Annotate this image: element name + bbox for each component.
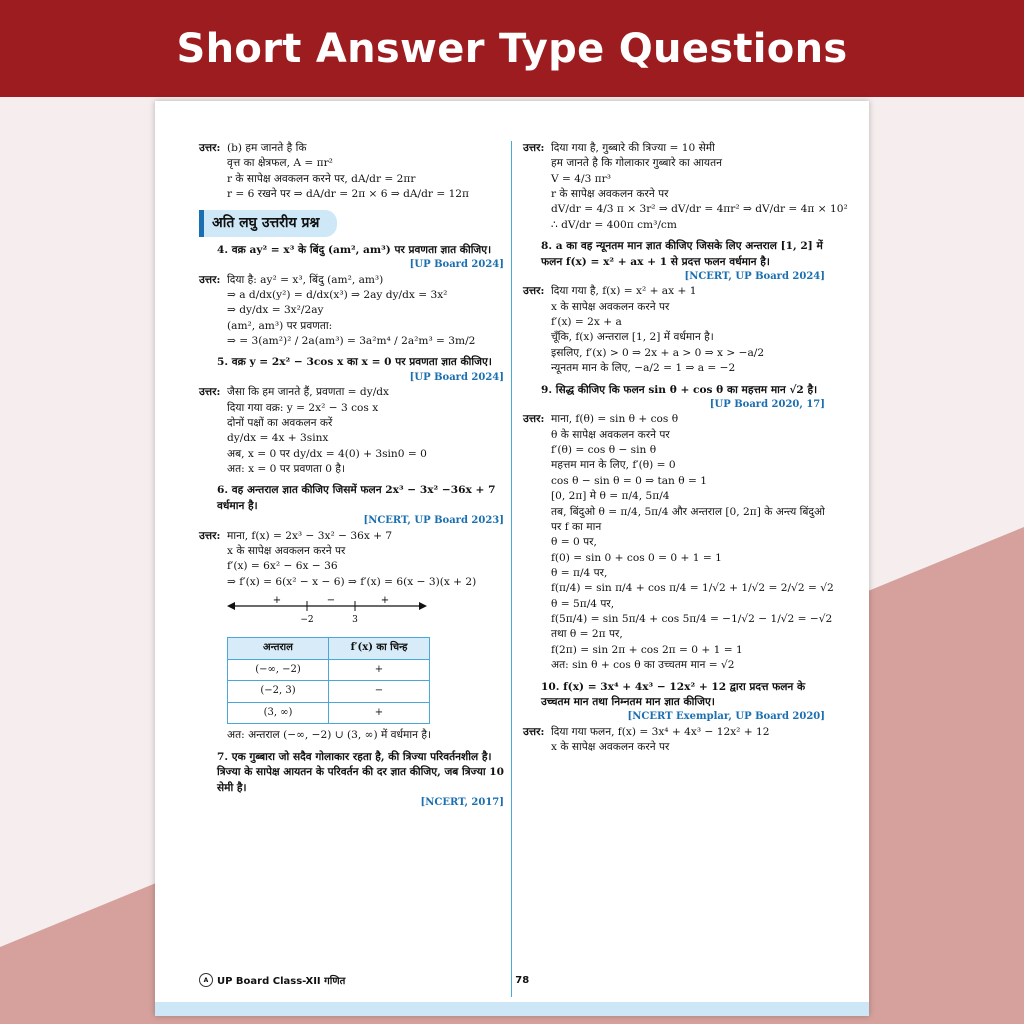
text-line: f′(θ) = cos θ − sin θ	[551, 444, 657, 457]
text-line: दिया है: ay² = x³, बिंदु (am², am³)	[227, 273, 384, 286]
column-divider	[511, 141, 512, 997]
text-line: x के सापेक्ष अवकलन करने पर	[227, 544, 346, 557]
text-line: θ के सापेक्ष अवकलन करने पर	[551, 428, 670, 441]
interval-table	[227, 637, 430, 724]
question-9: 9. सिद्ध कीजिए कि फलन sin θ + cos θ का महत्तम मान √2 है।	[541, 383, 818, 396]
text-line: (b) हम जानते है कि	[227, 142, 307, 154]
text-line: जैसा कि हम जानते हैं, प्रवणता = dy/dx	[227, 386, 390, 399]
text-line: dV/dr = 4/3 π × 3r² ⇒ dV/dr = 4πr² ⇒ dV/dr = 4π × 10²	[551, 203, 848, 216]
answer-label: उत्तर:	[523, 725, 545, 738]
text-line: ⇒ = 3(am²)² / 2a(am³) = 3a²m⁴ / 2a²m³ = 3m/2	[227, 335, 476, 348]
text-line: θ = 5π/4 पर,	[551, 597, 615, 610]
text-line: θ = 0 पर,	[551, 536, 597, 549]
text-line: दिया गया फलन, f(x) = 3x⁴ + 4x³ − 12x² + 12	[551, 725, 770, 738]
sign-minus-middle: −	[326, 595, 336, 607]
text-line: दिया गया है, f(x) = x² + ax + 1	[551, 285, 697, 298]
text-line: f′(x) = 6x² − 6x − 36	[227, 560, 338, 573]
banner-title: Short Answer Type Questions	[176, 25, 848, 72]
answer-label: उत्तर:	[199, 273, 221, 286]
text-line: r के सापेक्ष अवकलन करने पर	[551, 188, 669, 201]
section-heading: अति लघु उत्तरीय प्रश्न	[199, 210, 337, 236]
book-title: UP Board Class-XII गणित	[217, 976, 346, 987]
textbook-page	[155, 101, 869, 1016]
page-bottom-bar	[155, 1002, 869, 1016]
text-line: f(5π/4) = sin 5π/4 + cos 5π/4 = −1/√2 − 1/√2 = −√2	[551, 613, 833, 626]
question-source: [UP Board 2024]	[409, 371, 504, 383]
text-line: अत: अन्तराल (−∞, −2) ∪ (3, ∞) में वर्धमान है।	[227, 729, 432, 742]
left-column	[199, 141, 504, 810]
root-minus-2: −2	[300, 615, 314, 625]
text-line: (am², am³) पर प्रवणता:	[227, 319, 333, 332]
text-line: ⇒ dy/dx = 3x²/2ay	[227, 304, 324, 317]
text-line: इसलिए, f′(x) > 0 ⇒ 2x + a > 0 ⇒ x > −a/2	[551, 346, 765, 359]
table-row: (3, ∞) +	[228, 702, 430, 724]
page-number: 78	[515, 974, 530, 986]
question-5: 5. वक्र y = 2x² − 3cos x का x = 0 पर प्रवणता ज्ञात कीजिए।	[217, 356, 492, 369]
question-8: 8. a का वह न्यूनतम मान ज्ञात कीजिए जिसके लिए अन्तराल [1, 2] में फलन f(x) = x² + ax + 1 से प्रदत्त फलन वर्धमान है।	[541, 240, 823, 268]
text-line: अब, x = 0 पर dy/dx = 4(0) + 3sin0 = 0	[227, 447, 427, 460]
text-line: दोनों पक्षों का अवकलन करें	[227, 416, 333, 429]
text-line: तब, बिंदुओ θ = π/4, 5π/4 और अन्तराल [0, 2π] के अन्त्य बिंदुओ पर f का मान	[551, 505, 825, 533]
text-line: ⇒ f′(x) = 6(x² − x − 6) ⇒ f′(x) = 6(x − 3)(x + 2)	[227, 575, 477, 588]
text-line: θ = π/4 पर,	[551, 566, 608, 579]
title-banner	[0, 0, 1024, 97]
root-3: 3	[352, 615, 358, 625]
answer-label: उत्तर:	[199, 142, 221, 154]
sign-plus-right: +	[380, 595, 390, 607]
text-line: चूँकि, f(x) अन्तराल [1, 2] में वर्धमान है।	[551, 331, 714, 344]
answer-label: उत्तर:	[199, 386, 221, 399]
text-line: x के सापेक्ष अवकलन करने पर	[551, 300, 670, 313]
text-line: cos θ − sin θ = 0 ⇒ tan θ = 1	[551, 474, 707, 487]
answer-label: उत्तर:	[523, 285, 545, 298]
question-source: [NCERT Exemplar, UP Board 2020]	[627, 711, 825, 723]
right-column	[523, 141, 848, 755]
text-line: माना, f(θ) = sin θ + cos θ	[551, 413, 679, 426]
text-line: दिया गया वक्र: y = 2x² − 3 cos x	[227, 401, 379, 414]
text-line: हम जानते है कि गोलाकार गुब्बारे का आयतन	[551, 157, 722, 170]
text-line: r के सापेक्ष अवकलन करने पर, dA/dr = 2πr	[227, 172, 416, 185]
text-line: महत्तम मान के लिए, f′(θ) = 0	[551, 459, 676, 472]
question-source: [UP Board 2024]	[409, 259, 504, 271]
text-line: V = 4/3 πr³	[551, 172, 611, 185]
text-line: माना, f(x) = 2x³ − 3x² − 36x + 7	[227, 529, 393, 542]
question-source: [NCERT, UP Board 2023]	[363, 515, 504, 527]
text-line: f(0) = sin 0 + cos 0 = 0 + 1 = 1	[551, 551, 722, 564]
sign-plus-left: +	[272, 595, 282, 607]
table-row: (−∞, −2) +	[228, 659, 430, 681]
text-line: वृत्त का क्षेत्रफल, A = πr²	[227, 157, 333, 170]
text-line: f′(x) = 2x + a	[551, 316, 622, 329]
sign-number-line	[227, 594, 427, 624]
question-6: 6. वह अन्तराल ज्ञात कीजिए जिसमें फलन 2x³ − 3x² −36x + 7 वर्धमान है।	[217, 484, 496, 512]
question-source: [NCERT, 2017]	[420, 796, 504, 808]
text-line: ∴ dV/dr = 400π cm³/cm	[551, 218, 677, 231]
text-line: दिया गया है, गुब्बारे की त्रिज्या = 10 सेमी	[551, 142, 715, 154]
table-header: f′(x) का चिन्ह	[329, 638, 430, 660]
table-header: अन्तराल	[228, 638, 329, 660]
text-line: ⇒ a d/dx(y²) = d/dx(x³) ⇒ 2ay dy/dx = 3x²	[227, 288, 448, 301]
table-row: (−2, 3) −	[228, 681, 430, 703]
page-footer	[199, 973, 825, 987]
text-line: न्यूनतम मान के लिए, −a/2 = 1 ⇒ a = −2	[551, 362, 736, 375]
text-line: dy/dx = 4x + 3sinx	[227, 432, 329, 445]
question-7: 7. एक गुब्बारा जो सदैव गोलाकार रहता है, की त्रिज्या परिवर्तनशील है। त्रिज्या के सापेक्ष आयतन के परिवर्तन की दर ज्ञात कीजिए, जब त्रिज्या 10 सेमी है।	[217, 750, 505, 794]
publisher-logo-icon: A	[199, 973, 213, 987]
text-line: [0, 2π] मे θ = π/4, 5π/4	[551, 490, 670, 503]
text-line: अत: x = 0 पर प्रवणता 0 है।	[227, 463, 345, 476]
text-line: r = 6 रखने पर ⇒ dA/dr = 2π × 6 ⇒ dA/dr = 12π	[227, 188, 470, 201]
text-line: f(2π) = sin 2π + cos 2π = 0 + 1 = 1	[551, 643, 743, 656]
text-line: तथा θ = 2π पर,	[551, 628, 623, 641]
text-line: अत: sin θ + cos θ का उच्चतम मान = √2	[551, 659, 735, 672]
answer-label: उत्तर:	[523, 413, 545, 426]
answer-label: उत्तर:	[523, 142, 545, 154]
question-source: [UP Board 2020, 17]	[709, 398, 825, 410]
question-source: [NCERT, UP Board 2024]	[684, 270, 825, 282]
question-4: 4. वक्र ay² = x³ के बिंदु (am², am³) पर प्रवणता ज्ञात कीजिए।	[217, 243, 492, 256]
text-line: f(π/4) = sin π/4 + cos π/4 = 1/√2 + 1/√2 = 2/√2 = √2	[551, 582, 834, 595]
text-line: x के सापेक्ष अवकलन करने पर	[551, 741, 670, 754]
answer-label: उत्तर:	[199, 529, 221, 542]
question-10: 10. f(x) = 3x⁴ + 4x³ − 12x² + 12 द्वारा प्रदत्त फलन के उच्चतम मान तथा निम्नतम मान ज्ञात कीजिए।	[541, 680, 806, 708]
